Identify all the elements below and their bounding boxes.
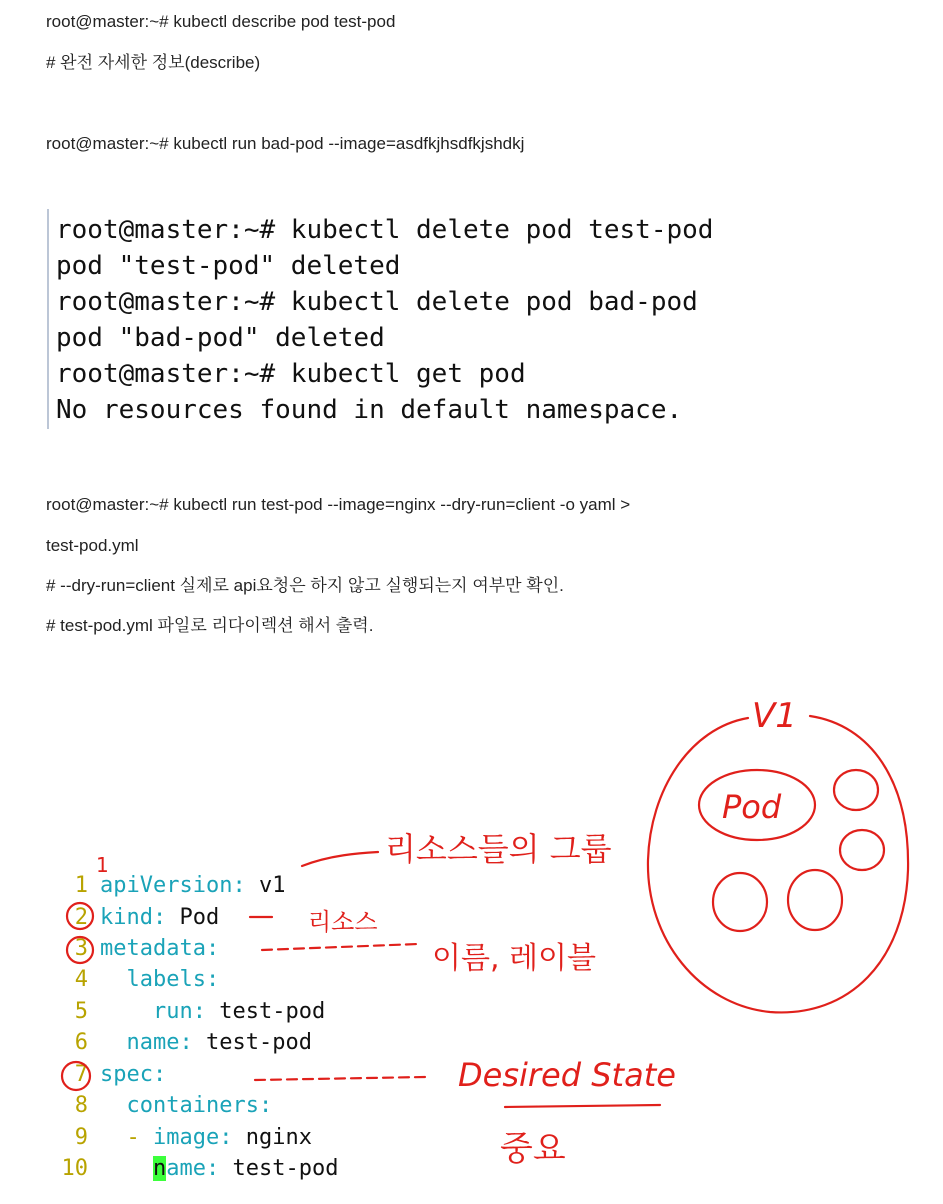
terminal-line: No resources found in default namespace. xyxy=(56,395,683,425)
pod-label: Pod xyxy=(722,788,782,826)
line-number: 4 xyxy=(74,967,88,992)
line-number: 9 xyxy=(74,1125,88,1150)
doc-line-comment-redirect: # test-pod.yml 파일로 리다이렉션 해서 출력. xyxy=(46,616,374,635)
yaml-key: containers xyxy=(126,1093,259,1118)
terminal-line: root@master:~# kubectl delete pod bad-pod xyxy=(56,287,698,317)
line-number: 3 xyxy=(74,936,88,961)
arrow-line-api xyxy=(302,852,378,866)
yaml-key: apiVersion xyxy=(100,873,233,898)
yaml-separator: : xyxy=(206,1156,233,1181)
note-kind: 리소스 xyxy=(308,908,378,936)
circle-label: V1 xyxy=(752,696,797,736)
terminal-line: root@master:~# kubectl delete pod test-pod xyxy=(56,215,714,245)
doc-line-comment-describe: # 완전 자세한 정보(describe) xyxy=(46,53,261,72)
yaml-separator: : xyxy=(152,1062,167,1087)
yaml-value: test-pod xyxy=(205,1030,312,1055)
list-dash: - xyxy=(126,1125,153,1150)
yaml-value: v1 xyxy=(258,873,286,898)
yaml-key: image xyxy=(153,1125,220,1150)
terminal-line: root@master:~# kubectl get pod xyxy=(56,359,526,389)
yaml-key: spec xyxy=(100,1062,153,1087)
note-spec-important: 중요 xyxy=(500,1129,566,1169)
yaml-key: metadata xyxy=(100,936,206,961)
terminal-line: pod "bad-pod" deleted xyxy=(56,323,385,353)
yaml-separator: : xyxy=(205,936,220,961)
small-circle-icon xyxy=(840,830,884,870)
doc-line-run-bad-pod: root@master:~# kubectl run bad-pod --image=asdfkjhsdfkjshdkj xyxy=(46,134,525,153)
yaml-key: run xyxy=(153,999,193,1024)
note-api-group: 리소스들의 그룹 xyxy=(385,830,612,868)
yaml-key: kind xyxy=(100,905,153,930)
small-circle-icon xyxy=(834,770,878,810)
doc-line-comment-dry-run: # --dry-run=client 실제로 api요청은 하지 않고 실행되는지 여부만 확인. xyxy=(46,576,564,595)
line-number: 6 xyxy=(74,1030,88,1055)
small-circle-icon xyxy=(713,873,767,931)
doc-line-dry-run: root@master:~# kubectl run test-pod --image=nginx --dry-run=client -o yaml > xyxy=(46,495,631,514)
mark-1: 1 xyxy=(96,853,109,877)
yaml-separator: : xyxy=(152,905,180,930)
yaml-separator: : xyxy=(219,1125,246,1150)
line-number: 8 xyxy=(74,1093,88,1118)
yaml-separator: : xyxy=(192,999,220,1024)
yaml-value: test-pod xyxy=(232,1156,339,1181)
yaml-separator: : xyxy=(179,1030,206,1055)
yaml-value: Pod xyxy=(179,905,220,930)
yaml-separator: : xyxy=(205,967,220,992)
yaml-value: nginx xyxy=(245,1125,312,1150)
doc-line-filename: test-pod.yml xyxy=(46,536,139,555)
yaml-value: test-pod xyxy=(219,999,326,1024)
doc-line-describe: root@master:~# kubectl describe pod test-pod xyxy=(46,12,396,31)
dashed-line-meta xyxy=(262,944,418,950)
underline-spec xyxy=(505,1105,660,1107)
terminal-line: pod "test-pod" deleted xyxy=(56,251,401,281)
yaml-key: name xyxy=(126,1030,180,1055)
line-number: 5 xyxy=(74,999,88,1024)
cluster-circle xyxy=(648,716,908,1012)
yaml-key: labels xyxy=(126,967,206,992)
yaml-separator: : xyxy=(258,1093,273,1118)
line-number: 2 xyxy=(74,905,88,930)
line-number: 10 xyxy=(61,1156,88,1181)
line-number: 1 xyxy=(74,873,88,898)
line-number: 7 xyxy=(74,1062,88,1087)
yaml-separator: : xyxy=(232,873,259,898)
dashed-line-spec xyxy=(255,1077,425,1080)
note-metadata: 이름, 레이블 xyxy=(432,941,596,976)
note-spec: Desired State xyxy=(458,1056,676,1094)
yaml-key: ame xyxy=(166,1156,206,1181)
small-circle-icon xyxy=(788,870,842,930)
text-cursor: n xyxy=(153,1156,167,1181)
